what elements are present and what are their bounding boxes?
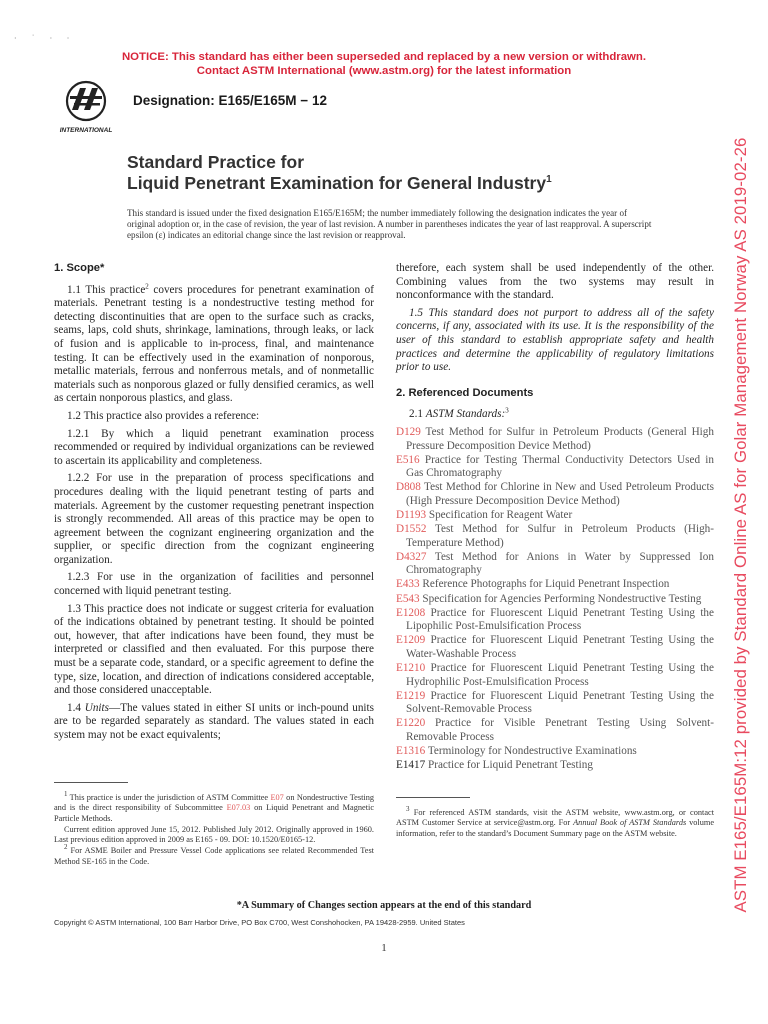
reference-title: Practice for Fluorescent Liquid Penetrant Testing Using the Water-Washable Process	[406, 634, 714, 660]
reference-list	[396, 426, 714, 773]
footnote-2: $^2$ For ASME Boiler and Pressure Vessel Code applications see related Recommended Test Method SE-165 in the Code.	[54, 843, 374, 866]
reference-title: Specification for Reagent Water	[428, 509, 573, 521]
references-heading: 2. Referenced Documents	[396, 386, 534, 399]
reference-title: Test Method for Sulfur in Petroleum Products (High-Temperature Method)	[406, 523, 714, 549]
reference-code-link[interactable]: E433	[396, 578, 420, 591]
title-line-1: Standard Practice for	[127, 152, 304, 172]
astm-logo-icon	[58, 80, 122, 134]
withdrawal-notice	[0, 50, 768, 78]
reference-item	[396, 607, 714, 634]
reference-item	[396, 662, 714, 689]
summary-of-changes-note: *A Summary of Changes section appears at the end of this standard	[236, 900, 532, 911]
para-1-2-2: 1.2.2 For use in the preparation of process specifications and procedures dealing with the liquid penetrant testing of parts and materials. Agreement by the customer requesting penetrant inspection is strongly recommended. All areas of this practice may be open to agreement between the cognizant engineering organization and the supplier, or specific direction from the cognizant engineering organization.	[54, 472, 374, 566]
reference-code-link: E1417	[396, 759, 426, 772]
issuance-note-text: This standard is issued under the fixed designation E165/E165M; the number immediately following the designation indicates the year of original adoption or, in the case of revision, the year of last revision. A number in parentheses indicates the year of last reapproval. A superscript epsilon (ε) indicates an editorial change since the last revision or reapproval.	[127, 208, 652, 240]
document-title	[127, 152, 552, 194]
logo-caption: INTERNATIONAL	[59, 127, 113, 134]
reference-item	[396, 426, 714, 453]
link-e07-03[interactable]: E07.03	[226, 803, 251, 813]
para-1-2-1: 1.2.1 By which a liquid penetrant examination process recommended or required by individual organizations can be reviewed to ascertain its applicability and completeness.	[54, 427, 374, 467]
reference-title: Terminology for Nondestructive Examinations	[427, 745, 637, 758]
reference-title: Test Method for Anions in Water by Suppressed Ion Chromatography	[406, 550, 714, 577]
reference-code-link[interactable]: E1219	[396, 689, 426, 702]
footnote-divider	[54, 782, 128, 783]
issuance-note	[127, 208, 657, 241]
reference-title: Practice for Liquid Penetrant Testing	[428, 759, 593, 772]
reference-item	[396, 454, 714, 481]
reference-code-link[interactable]: D1193	[396, 509, 427, 521]
title-line-2: Liquid Penetrant Examination for General Industry	[127, 173, 547, 193]
scope-heading: 1. Scope*	[54, 262, 105, 274]
right-column	[396, 262, 714, 773]
watermark-text: ASTM E165/E165M:12 provided by Standard Online AS for Golar Management Norway AS 2019-02-26	[731, 137, 750, 913]
para-1-2-3: 1.2.3 For use in the organization of facilities and personnel concerned with liquid penetrant testing.	[54, 571, 374, 598]
reference-item	[396, 578, 714, 592]
reference-code-link[interactable]: E1209	[396, 634, 426, 647]
copyright-line: Copyright © ASTM International, 100 Barr Harbor Drive, PO Box C700, West Conshohocken, PA 19428-2959. United States	[54, 918, 465, 927]
reference-title: Practice for Testing Thermal Conductivity Detectors Used in Gas Chromatography	[406, 453, 714, 480]
reference-title: Practice for Fluorescent Liquid Penetrant Testing Using the Lipophilic Post-Emulsification Process	[406, 606, 714, 633]
notice-line-1: NOTICE: This standard has either been superseded and replaced by a new version or withdrawn.	[121, 51, 647, 63]
scan-artifacts: · ˙ · ·	[14, 34, 76, 43]
footnote-1: $^1$ This practice is under the jurisdiction of ASTM Committee E07 on Nondestructive Testing and is the direct responsibility of Subcommittee E07.03 on Liquid Penetrant and Magnetic Particle Methods.	[54, 790, 375, 823]
para-1-5: 1.5 This standard does not purport to address all of the safety concerns, if any, associated with its use. It is the responsibility of the user of this standard to establish appropriate safety and health practices and determine the applicability of regulatory limitations prior to use.	[396, 306, 714, 374]
reference-item	[396, 759, 714, 773]
reference-code-link[interactable]: E1208	[396, 606, 426, 619]
astm-standards-label: 2.1 ASTM Standards:$^3$	[409, 406, 509, 421]
title-footnote-mark: 1	[546, 174, 552, 186]
reference-item	[396, 745, 714, 759]
reference-title: Practice for Visible Penetrant Testing Using Solvent-Removable Process	[406, 717, 714, 743]
astm-logo	[58, 80, 122, 134]
reference-item	[396, 509, 714, 523]
footnote-1-edition: Current edition approved June 15, 2012. Published July 2012. Originally approved in 1960. Last previous edition approved in 2009 as E165 - 09. DOI: 10.1520/E0165-12.	[54, 824, 374, 845]
footnotes-right	[396, 797, 714, 840]
reference-title: Practice for Fluorescent Liquid Penetrant Testing Using the Solvent-Removable Process	[406, 689, 714, 716]
reference-title: Specification for Agencies Performing Nondestructive Testing	[422, 592, 702, 605]
footnote-divider-right	[396, 797, 470, 798]
reference-title: Test Method for Sulfur in Petroleum Products (General High Pressure Decomposition Device Method)	[406, 425, 714, 452]
reference-code-link[interactable]: D129	[396, 425, 421, 438]
para-1-1: 1.1 This practice$^2$ covers procedures for penetrant examination of materials. Penetrant testing is a nondestructive testing method for detecting discontinuities that are open to the surface such as cracks, seams, laps, cold shuts, shrinkage, laminations, through leaks, or lack of fusion and is applicable to in-process, final, and maintenance testing. It can be effectively used in the examination of nonporous, metallic materials, ferrous and nonferrous metals, and of nonmetallic materials such as nonporous glazed or fully densified ceramics, as well as certain nonporous plastics, and glass.	[54, 281, 374, 405]
reference-title: Practice for Fluorescent Liquid Penetrant Testing Using the Hydrophilic Post-Emulsification Process	[406, 662, 714, 688]
reference-item	[396, 481, 714, 508]
reference-code-link[interactable]: D4327	[396, 550, 427, 563]
page-number: 1	[381, 942, 387, 954]
reference-item	[396, 690, 714, 717]
reference-code-link[interactable]: E1316	[396, 745, 426, 758]
reference-code-link[interactable]: E1210	[396, 662, 426, 675]
para-1-3: 1.3 This practice does not indicate or suggest criteria for evaluation of the indications obtained by penetrant testing. It should be pointed out, however, that after indications have been found, they must be interpreted or classified and then evaluated. For this purpose there must be a separate code, standard, or a specific agreement to define the type, size, location, and direction of indications considered acceptable, and those considered unacceptable.	[54, 602, 374, 697]
para-1-2: 1.2 This practice also provides a reference:	[67, 409, 260, 422]
reference-code-link[interactable]: E543	[396, 592, 420, 605]
para-1-4: 1.4 Units—The values stated in either SI units or inch-pound units are to be regarded separately as standard. The values stated in each system may not be exact equivalents;	[54, 701, 374, 741]
footnotes-left	[54, 782, 374, 868]
reference-title: Test Method for Chlorine in New and Used Petroleum Products (High Pressure Decomposition Device Method)	[406, 481, 714, 507]
reference-title: Reference Photographs for Liquid Penetrant Inspection	[422, 578, 670, 591]
reference-item	[396, 634, 714, 661]
reference-item	[396, 593, 714, 607]
para-1-4-continued: therefore, each system shall be used independently of the other. Combining values from the two systems may result in nonconformance with the standard.	[396, 262, 714, 302]
link-e07[interactable]: E07	[270, 793, 284, 802]
designation: Designation: E165/E165M − 12	[133, 93, 327, 108]
reference-item	[396, 551, 714, 578]
reference-code-link[interactable]: E1220	[396, 717, 426, 730]
reference-code-link[interactable]: D1552	[396, 523, 427, 536]
notice-line-2: Contact ASTM International (www.astm.org) for the latest information	[196, 65, 572, 77]
left-column	[54, 262, 374, 747]
footnote-3: $^3$ For referenced ASTM standards, visit the ASTM website, www.astm.org, or contact ASTM Customer Service at service@astm.org. For Annual Book of ASTM Standards volume information, refer to the standard’s Document Summary page on the ASTM website.	[396, 805, 715, 838]
reference-item	[396, 523, 714, 550]
reference-code-link[interactable]: D808	[396, 481, 421, 494]
reference-code-link[interactable]: E516	[396, 453, 420, 466]
reference-item	[396, 717, 714, 744]
